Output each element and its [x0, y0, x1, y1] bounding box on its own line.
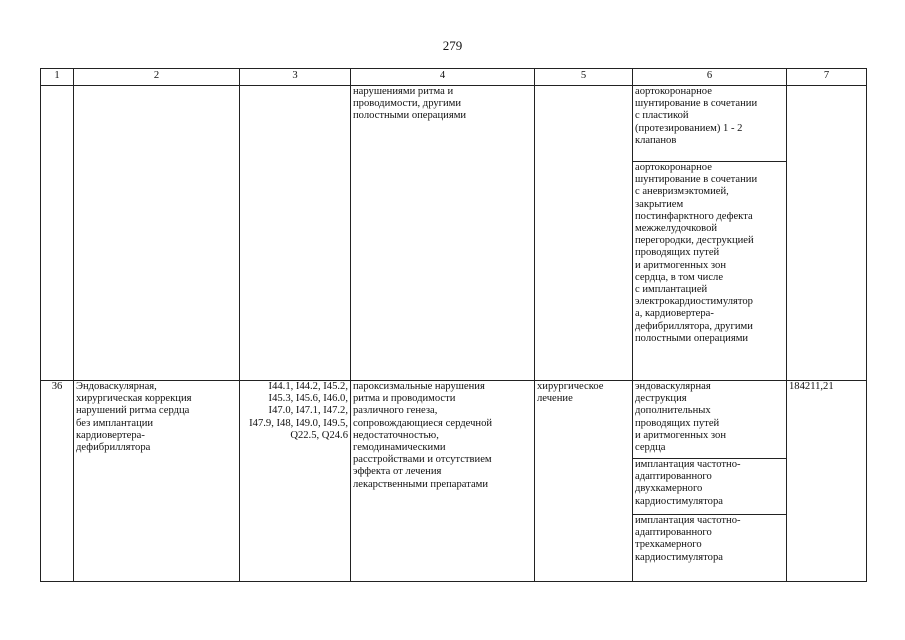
header-col-3: 3 [240, 69, 351, 86]
header-col-6: 6 [633, 69, 787, 86]
table-row [41, 381, 867, 582]
method-item: аортокоронарное шунтирование в сочетании с аневризмэктомией, закрытием постинфарктного дефекта межжелудочковой перегородки, деструкцией проводящих путей и аритмогенных зон сердца, в том числе с имплантацией электрокардиостимулятор а, кардиовертера- дефибриллятора, другими полостными операциями [635, 162, 758, 344]
patient-model: пароксизмальные нарушения ритма и проводимости различного генеза, сопровождающиеся сердечной недостаточностью, гемодинамическими расстройствами и отсутствием эффекта от лечения лекарственными препаратами [351, 381, 535, 582]
cost-value: 184211,21 [787, 381, 867, 582]
procedure-name: Эндоваскулярная, хирургическая коррекция нарушений ритма сердца без имплантации кардиовертера- дефибриллятора [74, 381, 240, 582]
method-item: имплантация частотно- адаптированного двухкамерного кардиостимулятора [633, 459, 786, 515]
header-col-4: 4 [351, 69, 535, 86]
table-row [41, 86, 867, 381]
row-number [41, 86, 74, 381]
header-col-1: 1 [41, 69, 74, 86]
header-row [41, 69, 867, 86]
cost-value [787, 86, 867, 381]
diagnosis-codes [240, 86, 351, 381]
treatment-type [535, 86, 633, 381]
header-col-2: 2 [74, 69, 240, 86]
row-number: 36 [41, 381, 74, 582]
treatment-type: хирургическое лечение [535, 381, 633, 582]
method-item: имплантация частотно- адаптированного трехкамерного кардиостимулятора [635, 515, 741, 563]
diagnosis-codes: I44.1, I44.2, I45.2, I45.3, I45.6, I46.0, I47.0, I47.1, I47.2, I47.9, I48, I49.0, I49.5, Q22.5, Q24.6 [240, 381, 351, 582]
procedure-name [74, 86, 240, 381]
treatment-methods [633, 381, 787, 582]
procedures-table [40, 68, 867, 582]
method-item: аортокоронарное шунтирование в сочетании с пластикой (протезированием) 1 - 2 клапанов [633, 86, 786, 162]
header-col-5: 5 [535, 69, 633, 86]
page-number: 279 [442, 38, 463, 53]
method-item: эндоваскулярная деструкция дополнительных проводящих путей и аритмогенных зон сердца [633, 381, 786, 459]
patient-model: нарушениями ритма и проводимости, другими полостными операциями [351, 86, 535, 381]
header-col-7: 7 [787, 69, 867, 86]
treatment-methods [633, 86, 787, 381]
